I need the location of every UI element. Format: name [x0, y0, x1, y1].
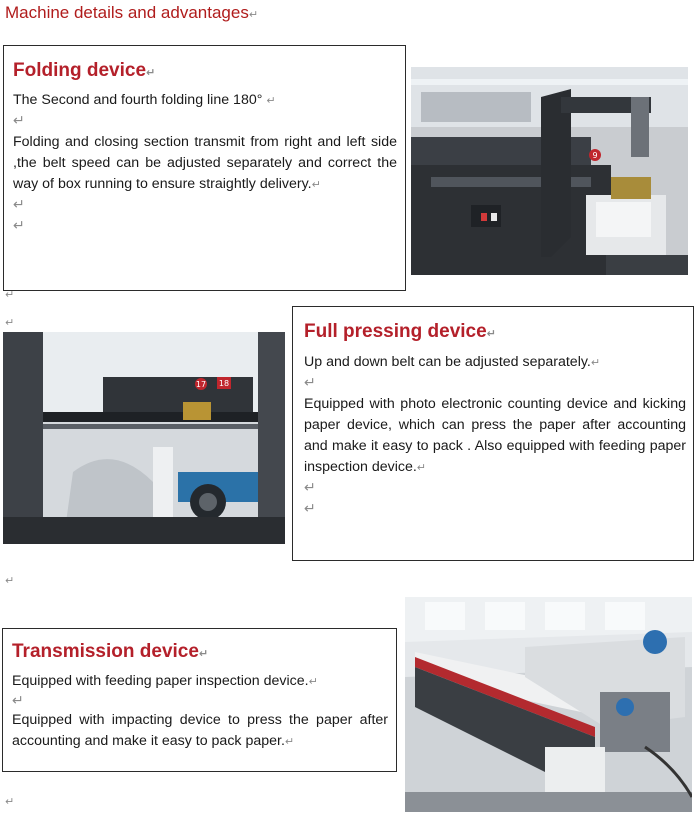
folding-device-title: Folding device↵ [13, 60, 156, 81]
paragraph-mark: ↵ [5, 574, 15, 587]
page-heading: Machine details and advantages↵ [5, 3, 259, 22]
transmission-device-title: Transmission device↵ [12, 641, 209, 662]
photo-label-17: 17 [195, 380, 207, 389]
photo-label-9: 9 [592, 151, 598, 160]
full-pressing-device-box [292, 306, 694, 561]
full-pressing-device-title: Full pressing device↵ [304, 321, 496, 342]
transmission-device-body: Equipped with impacting device to press the paper after accounting and make it easy to pack paper.↵ [12, 712, 388, 749]
full-pressing-device-photo [3, 332, 285, 544]
paragraph-mark: ↵ [13, 113, 25, 129]
paragraph-mark: ↵ [304, 480, 316, 496]
folding-device-box [3, 45, 406, 291]
folding-device-photo [411, 67, 688, 275]
folding-device-body: Folding and closing section transmit from right and left side ,the belt speed can be adjusted separately and correct the way of box running to ensure straightly delivery.↵ [13, 134, 397, 192]
paragraph-mark: ↵ [12, 693, 24, 709]
full-pressing-device-body: Equipped with photo electronic counting device and kicking paper device, which can press the paper after accounting and make it easy to pack . Also equipped with feeding paper inspection device.↵ [304, 396, 686, 475]
paragraph-mark: ↵ [13, 218, 25, 234]
full-pressing-device-line1: Up and down belt can be adjusted separately.↵ [304, 354, 601, 370]
paragraph-mark: ↵ [13, 197, 25, 213]
photo-label-18: 18 [218, 379, 230, 388]
paragraph-mark: ↵ [5, 288, 15, 301]
paragraph-mark: ↵ [5, 316, 15, 329]
paragraph-mark: ↵ [5, 795, 15, 808]
folding-device-line1: The Second and fourth folding line 180° ↵ [13, 92, 276, 108]
paragraph-mark: ↵ [304, 375, 316, 391]
transmission-device-line1: Equipped with feeding paper inspection device.↵ [12, 673, 318, 689]
paragraph-mark: ↵ [304, 501, 316, 517]
transmission-device-box [2, 628, 397, 772]
transmission-device-photo [405, 597, 692, 812]
